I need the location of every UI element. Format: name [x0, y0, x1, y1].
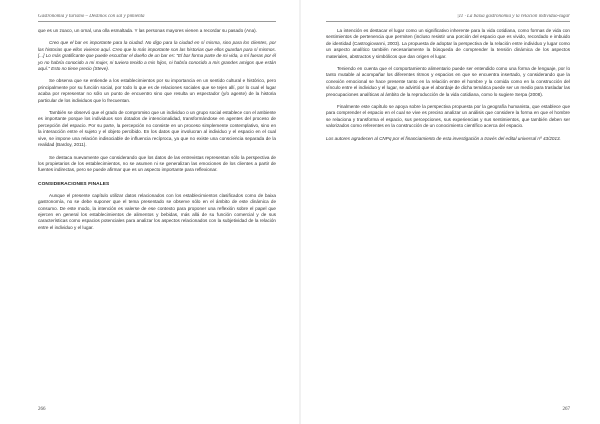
acknowledgement: Los autores agradecen al CNPq por el financiamiento de esta investigación a través del edital universal nº 43/2013.: [326, 135, 561, 141]
left-paragraph-4: También se observó que el grado de compromiso que un individuo o un grupo social establece con el ambiente es importante porque los individuos son dotados de intencionalidad, transformándose en agentes del proceso de percepción del espacio. Por su parte, la percepción no consiste en un proceso simplemente contemplativo, sino en la interacción entre el sujeto y el objeto percibido. En los datos que involucran al individuo y el espacio en el cual vive, se impone una relación indisociable de influencia recíproca, ya que no existe una consciencia separada de la realidad (Bardoy, 2011).: [38, 110, 276, 148]
left-page-number: 266: [38, 407, 46, 412]
right-page-body: [326, 28, 570, 142]
left-paragraph-2: Creo que el bar es importante para la ciudad. No digo para la ciudad en sí misma, sino para los clientes, por las historias que ellos vivieron aquí. Creo que lo más importante son las historias que ellos guardan para sí mismos. [...] Lo más gratificante que puede escuchar el dueño de un bar es: "El bar forma parte de mi vida, a mí fueras por él yo no habría conocido a mi mujer, ni tuviera tenido a mis hijos, ni habría conocido a mis grandes amigos que están aquí." Esto no tiene precio (Steve).: [38, 40, 276, 72]
right-page: [300, 0, 600, 424]
left-running-header: Gastronomía y turismo – Destinos con sal y pimienta: [38, 14, 276, 22]
right-paragraph-3: Finalmente este capítulo se apoya sobre la perspectiva propuesta por la geografía humanista, que establece que para comprender el espacio en el cual se vive es preciso analizar un análisis que considere la forma en que el hombre se relaciona y transforma el espacio, sus percepciones, sus experiencias y sus sentimientos, que también deben ser valorizados como referentes en la construcción de un conocimiento científico acerca del espacio.: [326, 104, 570, 129]
left-paragraph-1: que es un zoaco, un ornal, una olla esmaltada. Y las personas mayores vienen a recordar su pasado (Ana).: [38, 28, 257, 33]
left-paragraph-5: Se destaca nuevamente que considerando que los datos de las entrevistas representan sólo la perspectiva de los propietarios de los establecimientos, no se asumen ni se generalizan las emociones de los clientes a partir de fuentes indirectas, pero se puede afirmar que es un aspecto importante para reflexionar.: [38, 154, 276, 173]
right-paragraph-1: La intención es destacar el lugar como un significativo inherente para la vida cotidiana, como formas de vida con sentimientos de pertenencia que permiten (incluso resistir una porción del espacio que es vivido, recordado e imbuido de identidad (Castrogiovanni, 2003). La propuesta de adoptar la perspectiva de la relación entre individuo y lugar como un aspecto analítico también necesariamente la búsqueda de comprender la tensión dinámica de los aspectos materiales, abstractos y simbólicos que dan origen el lugar.: [326, 28, 570, 59]
final-paragraph: Aunque el presente capítulo utilizar datos relacionados con los establecimientos clasificados como de baixa gastronomía, no se debe suponer que el tema presentado se observe sólo en el ámbito de este dinámica de consumo. De este modo, la intención es valerse de ese contexto para proponer una reflexión sobre el papel que ejercen en general los establecimientos de alimentos y bebidas, más allá de su función comercial y de sus características como espacios potenciales para analizar los aspectos relacionados con la subjetividad de la relación entre el individuo y el lugar.: [38, 192, 276, 230]
right-running-header: |11 · La baixa gastronomia y la relación individuo-lugar: [326, 14, 570, 22]
section-title: CONSIDERACIONES FINALES: [38, 181, 110, 187]
left-paragraph-3: Se observa que se entiende a los establecimientos por su importancia en un sentido cultural e histórico, pero principalmente por su función social, por todo lo que es de relaciones sociales que se tejen allí, por lo cual el lugar acaba por representar no sólo un punto de encuentro sino que resulta un espectador (y/o agente) de la historia particular de los individuos que lo frecuentan.: [38, 78, 276, 103]
right-page-number: 267: [562, 407, 570, 412]
right-paragraph-2: Teniendo en cuenta que el comportamiento alimentario puede ser entendido como una forma de lenguaje, por lo tanto mutable al acompañar los diferentes ritmos y espacios en que se encuentra insertado, y considerando que la conexión emocional se hace presente tanto en la relación entre el hombre y la comida como en la construcción del vínculo entre el individuo y el lugar, se advirtió que el abordaje de dicha temática puede ser un medio para trasladar las preocupaciones analíticas al ámbito de la reproducción de la vida cotidiana, como lo sugiere Serpa (2008).: [326, 66, 570, 97]
left-page-body: [38, 28, 276, 231]
